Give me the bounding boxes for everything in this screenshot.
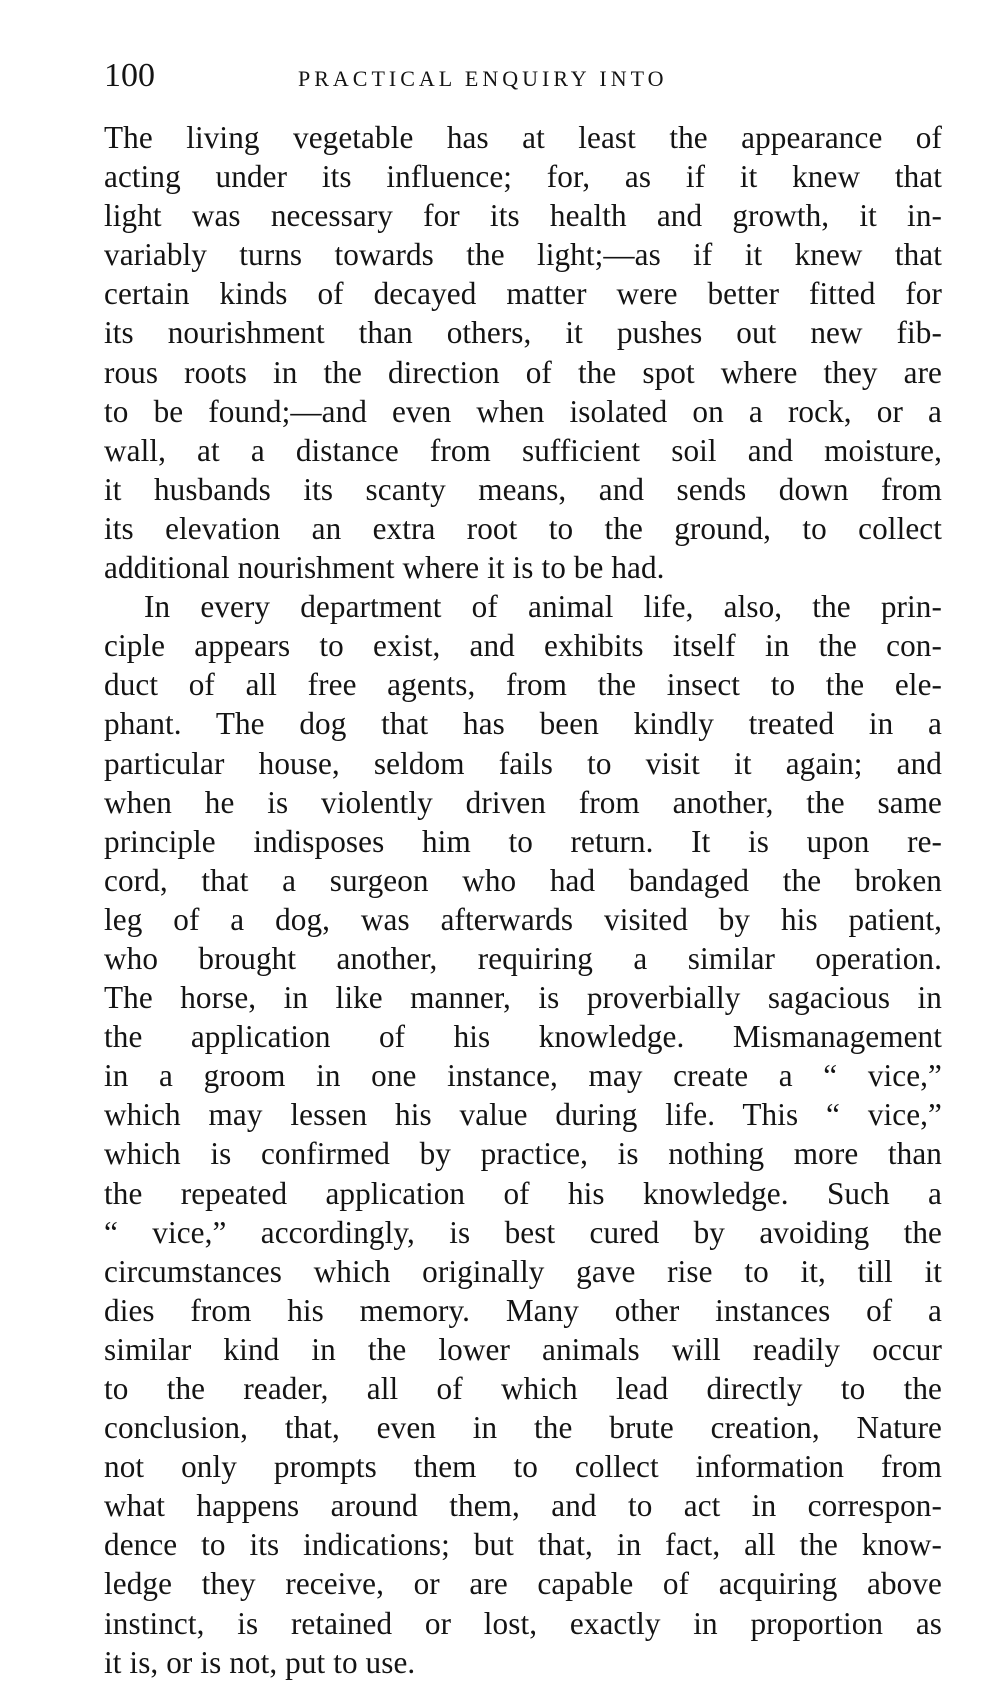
text-line: circumstances which originally gave rise to it, till it [104, 1253, 942, 1289]
text-line: light was necessary for its health and growth, it in- [104, 198, 942, 234]
text-line: wall, at a distance from sufficient soil and moisture, [104, 432, 942, 468]
paragraph-1 [104, 118, 942, 587]
text-line: the repeated application of his knowledge. Such a [104, 1175, 942, 1211]
text-line: phant. The dog that has been kindly treated in a [104, 706, 942, 742]
text-line: it husbands its scanty means, and sends down from [104, 471, 942, 507]
text-line: leg of a dog, was afterwards visited by his patient, [104, 901, 942, 937]
text-line: In every department of animal life, also, the prin- [144, 589, 942, 625]
text-line: to the reader, all of which lead directly to the [104, 1371, 942, 1406]
text-line: particular house, seldom fails to visit it again; and [104, 745, 942, 781]
text-line: The horse, in like manner, is proverbially sagacious in [104, 980, 942, 1016]
text-line: additional nourishment where it is to be had. [104, 550, 665, 586]
text-line: instinct, is retained or lost, exactly in proportion as [104, 1605, 942, 1641]
text-line: to be found;—and even when isolated on a rock, or a [104, 393, 942, 429]
text-line: the application of his knowledge. Mismanagement [104, 1019, 942, 1055]
text-line: principle indisposes him to return. It is upon re- [104, 823, 942, 859]
text-line: similar kind in the lower animals will readily occur [104, 1331, 942, 1367]
text-line: its nourishment than others, it pushes out new fib- [104, 315, 942, 351]
text-line: which may lessen his value during life. This “ vice,” [104, 1097, 942, 1133]
text-line: conclusion, that, even in the brute creation, Nature [104, 1410, 942, 1446]
text-line: cord, that a surgeon who had bandaged the broken [104, 862, 942, 898]
text-line: its elevation an extra root to the ground, to collect [104, 510, 942, 546]
text-line: not only prompts them to collect information from [104, 1449, 942, 1485]
text-line: it is, or is not, put to use. [104, 1644, 416, 1680]
paragraph-2 [104, 587, 942, 1682]
text-line: when he is violently driven from another, the same [104, 784, 942, 820]
text-line: dies from his memory. Many other instances of a [104, 1292, 942, 1328]
text-line: what happens around them, and to act in correspon- [104, 1488, 942, 1524]
running-head: PRACTICAL ENQUIRY INTO [298, 66, 668, 91]
text-line: certain kinds of decayed matter were better fitted for [104, 276, 942, 312]
text-line: in a groom in one instance, may create a “ vice,” [104, 1058, 942, 1094]
text-line: rous roots in the direction of the spot where they are [104, 354, 942, 390]
text-line: ledge they receive, or are capable of acquiring above [104, 1566, 942, 1602]
page-header [104, 56, 934, 106]
text-line: “ vice,” accordingly, is best cured by avoiding the [104, 1214, 942, 1250]
body-text [104, 118, 942, 1682]
text-line: ciple appears to exist, and exhibits itself in the con- [104, 628, 942, 664]
text-line: which is confirmed by practice, is nothing more than [104, 1136, 942, 1172]
text-line: The living vegetable has at least the appearance of [104, 120, 942, 155]
text-line: acting under its influence; for, as if it knew that [104, 159, 942, 195]
text-line: variably turns towards the light;—as if it knew that [104, 237, 942, 273]
text-line: duct of all free agents, from the insect to the ele- [104, 667, 942, 703]
page-number: 100 [104, 57, 155, 94]
text-line: who brought another, requiring a similar operation. [104, 940, 942, 976]
text-line: dence to its indications; but that, in fact, all the know- [104, 1527, 942, 1563]
